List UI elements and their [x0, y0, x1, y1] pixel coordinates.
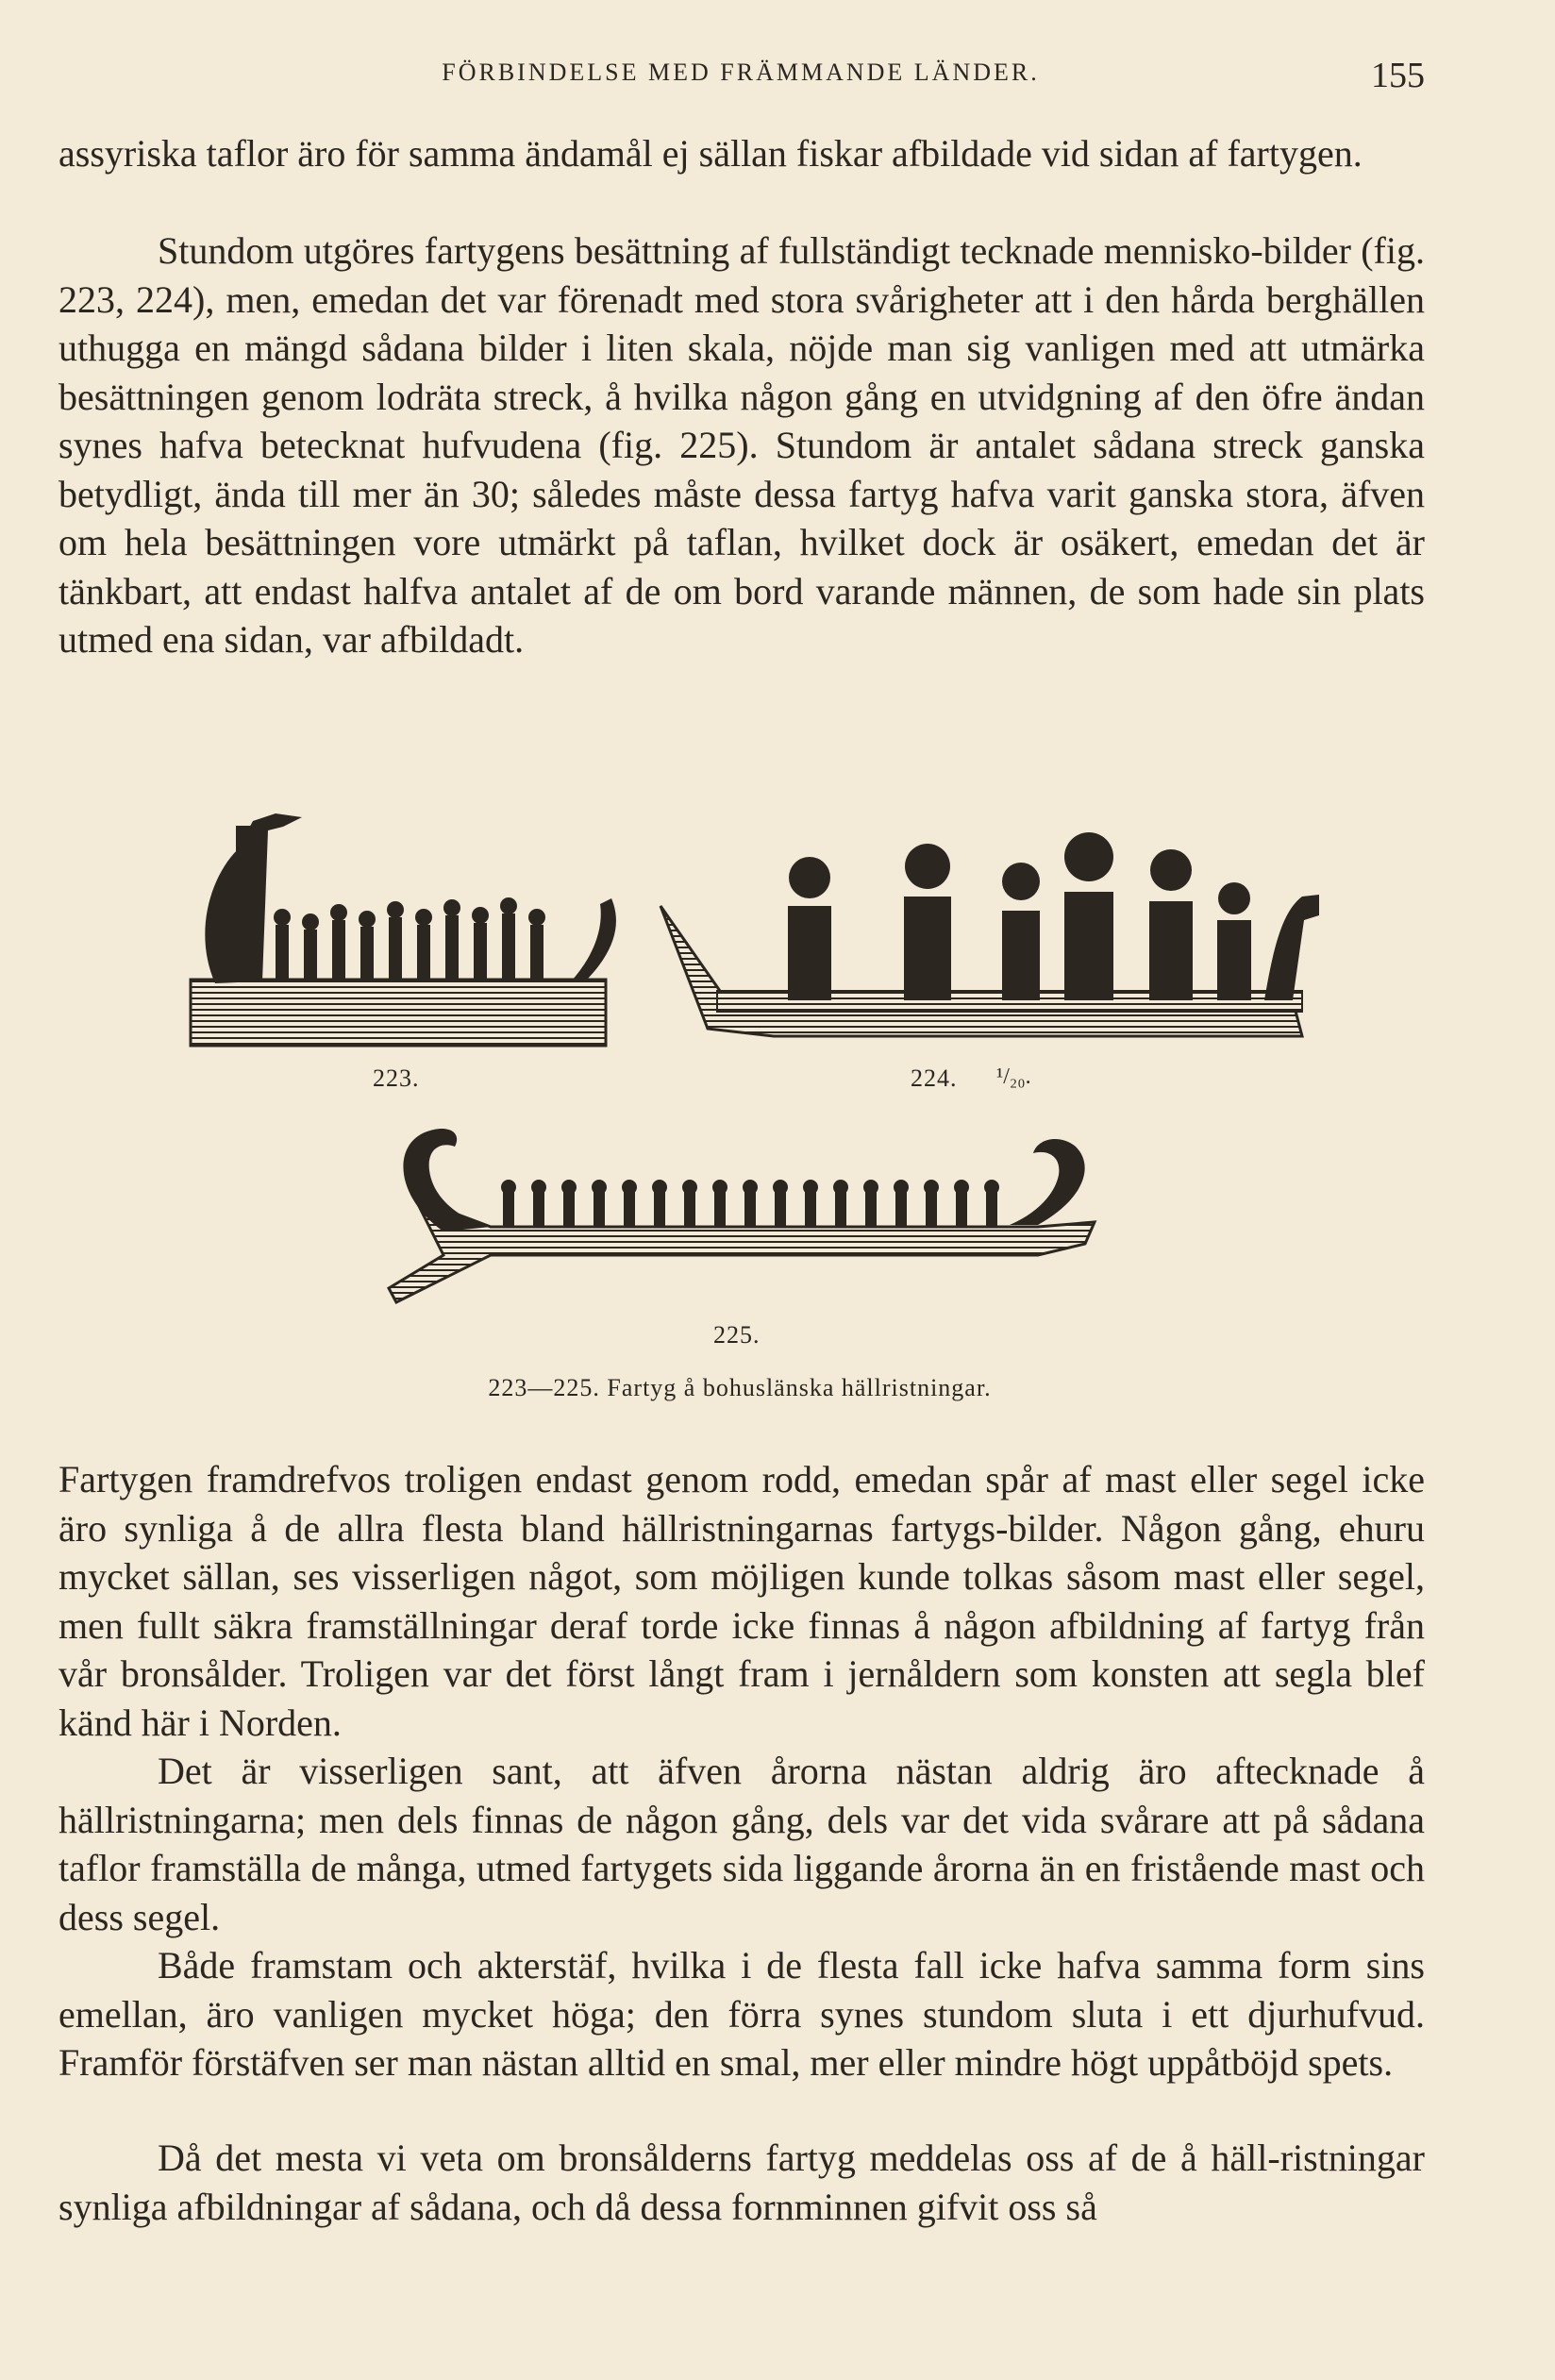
paragraph-5: Både framstam och akterstäf, hvilka i de flesta fall icke hafva samma form sins emellan, äro vanligen mycket höga; den förra synes stundom sluta i ett djurhufvud. Framför förstäfven ser man nästan alltid en smal, mer eller mindre högt uppåtböjd spets.: [59, 1944, 1425, 2084]
paragraph-2: Stundom utgöres fartygens besättning af fullständigt tecknade mennisko-bilder (fig. 223, 224), men, emedan det var förenadt med stora svårigheter att i den hårda berghällen uthugga en mängd sådana bilder i liten skala, nöjde man sig vanligen med att utmärka besättningen genom lodräta streck, å hvilka någon gång en utvidgning af den öfre ändan synes hafva betecknat hufvudena (fig. 225). Stundom är antalet sådana streck ganska betydligt, ända till mer än 30; således måste dessa fartyg hafva varit ganska stora, äfven om hela besättningen vore utmärkt på taflan, hvilket dock är osäkert, emedan det är tänkbart, att endast halfva antalet af de om bord varande männen, de som hade sin plats utmed ena sidan, var afbildadt.: [59, 229, 1425, 661]
paragraph-3-text: Fartygen framdrefvos troligen endast genom rodd, emedan spår af mast eller segel icke äro synliga å de allra flesta bland hällristningarnas fartygs-bilder. Någon gång, ehuru mycket sällan, ses visserligen något, som möjligen kunde tolkas såsom mast eller segel, men fullt säkra framställningar deraf torde icke finnas å någon afbildning af fartyg från vår bronsålder. Troligen var det först långt fram i jernåldern som konsten att segla blef känd här i Norden.: [59, 1458, 1425, 1744]
paragraph-3-display: [59, 1455, 1425, 1747]
fig-223-ship-drawing: [191, 813, 616, 1046]
fig-225-label: 225.: [713, 1321, 761, 1349]
paragraph-4: Det är visserligen sant, att äfven årorna nästan aldrig äro aftecknade å hällristningarna; men dels finnas de någon gång, dels var det vida svårare att på sådana taflor framställa de många, utmed fartygets sida liggande årorna än en fristående mast och dess segel.: [59, 1750, 1425, 1938]
figure-caption: 223—225. Fartyg å bohuslänska hällristningar.: [488, 1374, 992, 1401]
paragraph-1: assyriska taflor äro för samma ändamål ej sällan fiskar afbildade vid sidan af fartygen.: [59, 132, 1363, 175]
fig-224-label: 224.: [911, 1064, 958, 1092]
fig-223-label: 223.: [373, 1064, 420, 1092]
running-title: FÖRBINDELSE MED FRÄMMANDE LÄNDER.: [442, 59, 1040, 86]
page-number: 155: [1371, 56, 1425, 95]
scale-note: ¹/₂₀.: [996, 1064, 1031, 1089]
paragraph-6: Då det mesta vi veta om bronsålderns fartyg meddelas oss af de å häll-ristningar synliga afbildningar af sådana, och då dessa fornminnen gifvit oss så: [59, 2137, 1425, 2228]
fig-224-ship-drawing: [660, 832, 1319, 1036]
fig-225-ship-drawing: [389, 1129, 1095, 1302]
